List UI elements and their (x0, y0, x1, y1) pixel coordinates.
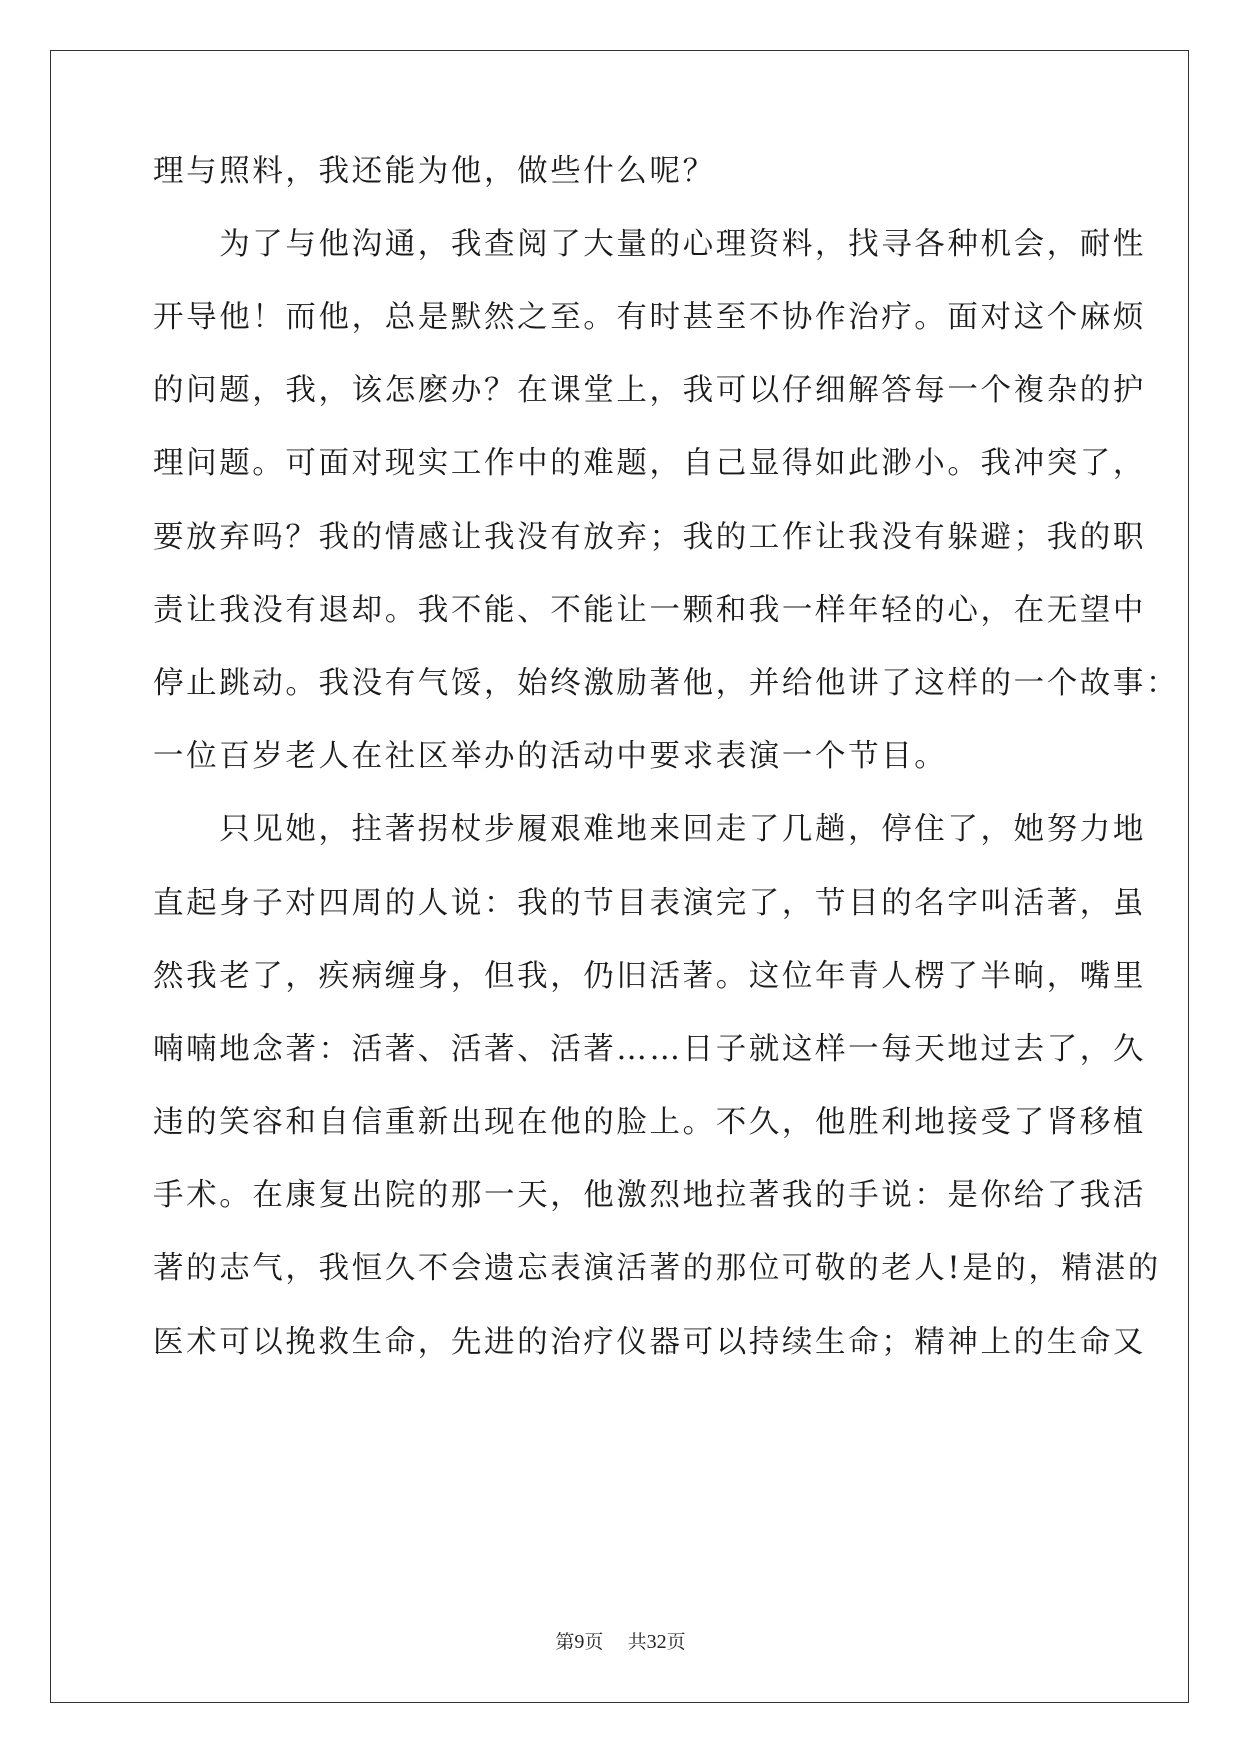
text-line: 责让我没有退却。我不能、不能让一颗和我一样年轻的心，在无望中 (153, 593, 1146, 628)
page-total: 32 (646, 1631, 667, 1653)
text-line: 理与照料，我还能为他，做些什么呢？ (153, 154, 716, 189)
total-prefix: 共 (627, 1631, 647, 1653)
total-suffix: 页 (666, 1631, 686, 1653)
text-line: 的问题，我，该怎麽办？在课堂上，我可以仔细解答每一个複杂的护 (153, 373, 1146, 408)
text-line: 然我老了，疾病缠身，但我，仍旧活著。这位年青人楞了半晌，嘴里 (153, 959, 1146, 994)
text-line: 停止跳动。我没有气馁，始终激励著他，并给他讲了这样的一个故事： (153, 666, 1180, 701)
text-line: 要放弃吗？我的情感让我没有放弃；我的工作让我没有躲避；我的职 (153, 520, 1146, 555)
page-current: 9 (574, 1631, 585, 1653)
text-line: 直起身子对四周的人说：我的节目表演完了，节目的名字叫活著，虽 (153, 886, 1146, 921)
text-line: 医术可以挽救生命，先进的治疗仪器可以持续生命；精神上的生命又 (153, 1325, 1146, 1360)
text-line: 只见她，拄著拐杖步履艰难地来回走了几趟，停住了，她努力地 (153, 812, 1146, 847)
text-line: 著的志气，我恒久不会遗忘表演活著的那位可敬的老人!是的，精湛的 (153, 1251, 1161, 1286)
page-prefix: 第 (555, 1631, 575, 1653)
text-line: 理问题。可面对现实工作中的难题，自己显得如此渺小。我冲突了， (153, 446, 1146, 481)
page-footer (0, 1630, 1241, 1654)
text-line: 手术。在康复出院的那一天，他激烈地拉著我的手说：是你给了我活 (153, 1178, 1146, 1213)
text-line: 为了与他沟通，我查阅了大量的心理资料，找寻各种机会，耐性 (153, 227, 1146, 262)
text-line: 喃喃地念著：活著、活著、活著……日子就这样一每天地过去了，久 (153, 1032, 1146, 1067)
text-line: 开导他！而他，总是默然之至。有时甚至不协作治疗。面对这个麻烦 (153, 300, 1146, 335)
page-suffix: 页 (584, 1631, 604, 1653)
text-line: 一位百岁老人在社区举办的活动中要求表演一个节目。 (153, 739, 948, 774)
text-line: 违的笑容和自信重新出现在他的脸上。不久，他胜利地接受了肾移植 (153, 1105, 1146, 1140)
